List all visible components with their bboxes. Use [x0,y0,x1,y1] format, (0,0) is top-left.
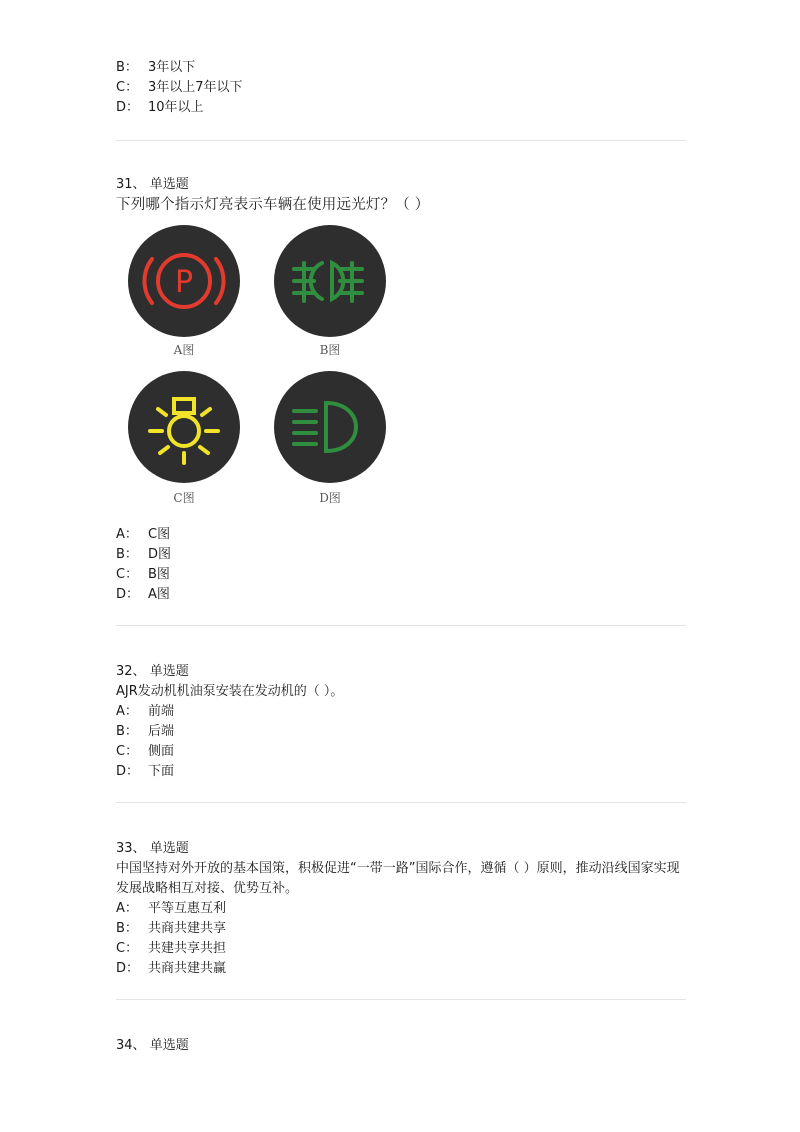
front-fog-light-icon [274,225,386,337]
option-d: D： 共商共建共赢 [116,961,227,976]
question-34-header: 34、 单选题 [116,1038,189,1053]
option-c: C： 3年以上7年以下 [116,80,243,95]
option-b: B： D图 [116,547,172,562]
high-beam-icon [274,371,386,483]
option-d: D： A图 [116,587,170,602]
lamp-c [128,371,240,483]
caption-b: B图 [319,343,341,357]
exam-page [116,58,686,1056]
option-b: B： 后端 [116,724,175,739]
lamp-a [128,225,240,337]
option-c: C： 共建共享共担 [116,941,227,956]
question-31-options [116,525,686,605]
option-b: B： 共商共建共享 [116,921,227,936]
caption-c: C图 [173,491,195,505]
parking-brake-icon [128,225,240,337]
option-a: A： 前端 [116,704,175,719]
question-33-header: 33、 单选题 [116,841,189,856]
lamp-d [274,371,386,483]
question-32-header: 32、 单选题 [116,664,189,679]
question-31-header: 31、 单选题 [116,177,189,192]
caption-d: D图 [319,491,341,505]
option-c: C： B图 [116,567,170,582]
option-a: A： C图 [116,527,171,542]
question-33-text: 中国坚持对外开放的基本国策，积极促进“一带一路”国际合作，遵循（ ）原则，推动沿线国家实现发展战略相互对接、优势互补。 [116,861,680,896]
lamp-b [274,225,386,337]
question-30-options [116,58,686,118]
option-b: B： 3年以下 [116,60,196,75]
light-bulb-icon [128,371,240,483]
indicator-lights-figure [124,221,424,521]
question-31-text: 下列哪个指示灯亮表示车辆在使用远光灯？（ ） [116,197,430,213]
question-33-options [116,899,686,979]
option-d: D： 下面 [116,764,175,779]
option-a: A： 平等互惠互利 [116,901,227,916]
option-c: C： 侧面 [116,744,175,759]
caption-a: A图 [173,343,195,357]
question-32-text: AJR发动机机油泵安装在发动机的（ ）。 [116,684,344,699]
option-d: D： 10年以上 [116,100,204,115]
svg-text:P: P [174,265,194,300]
question-32-options [116,702,686,782]
